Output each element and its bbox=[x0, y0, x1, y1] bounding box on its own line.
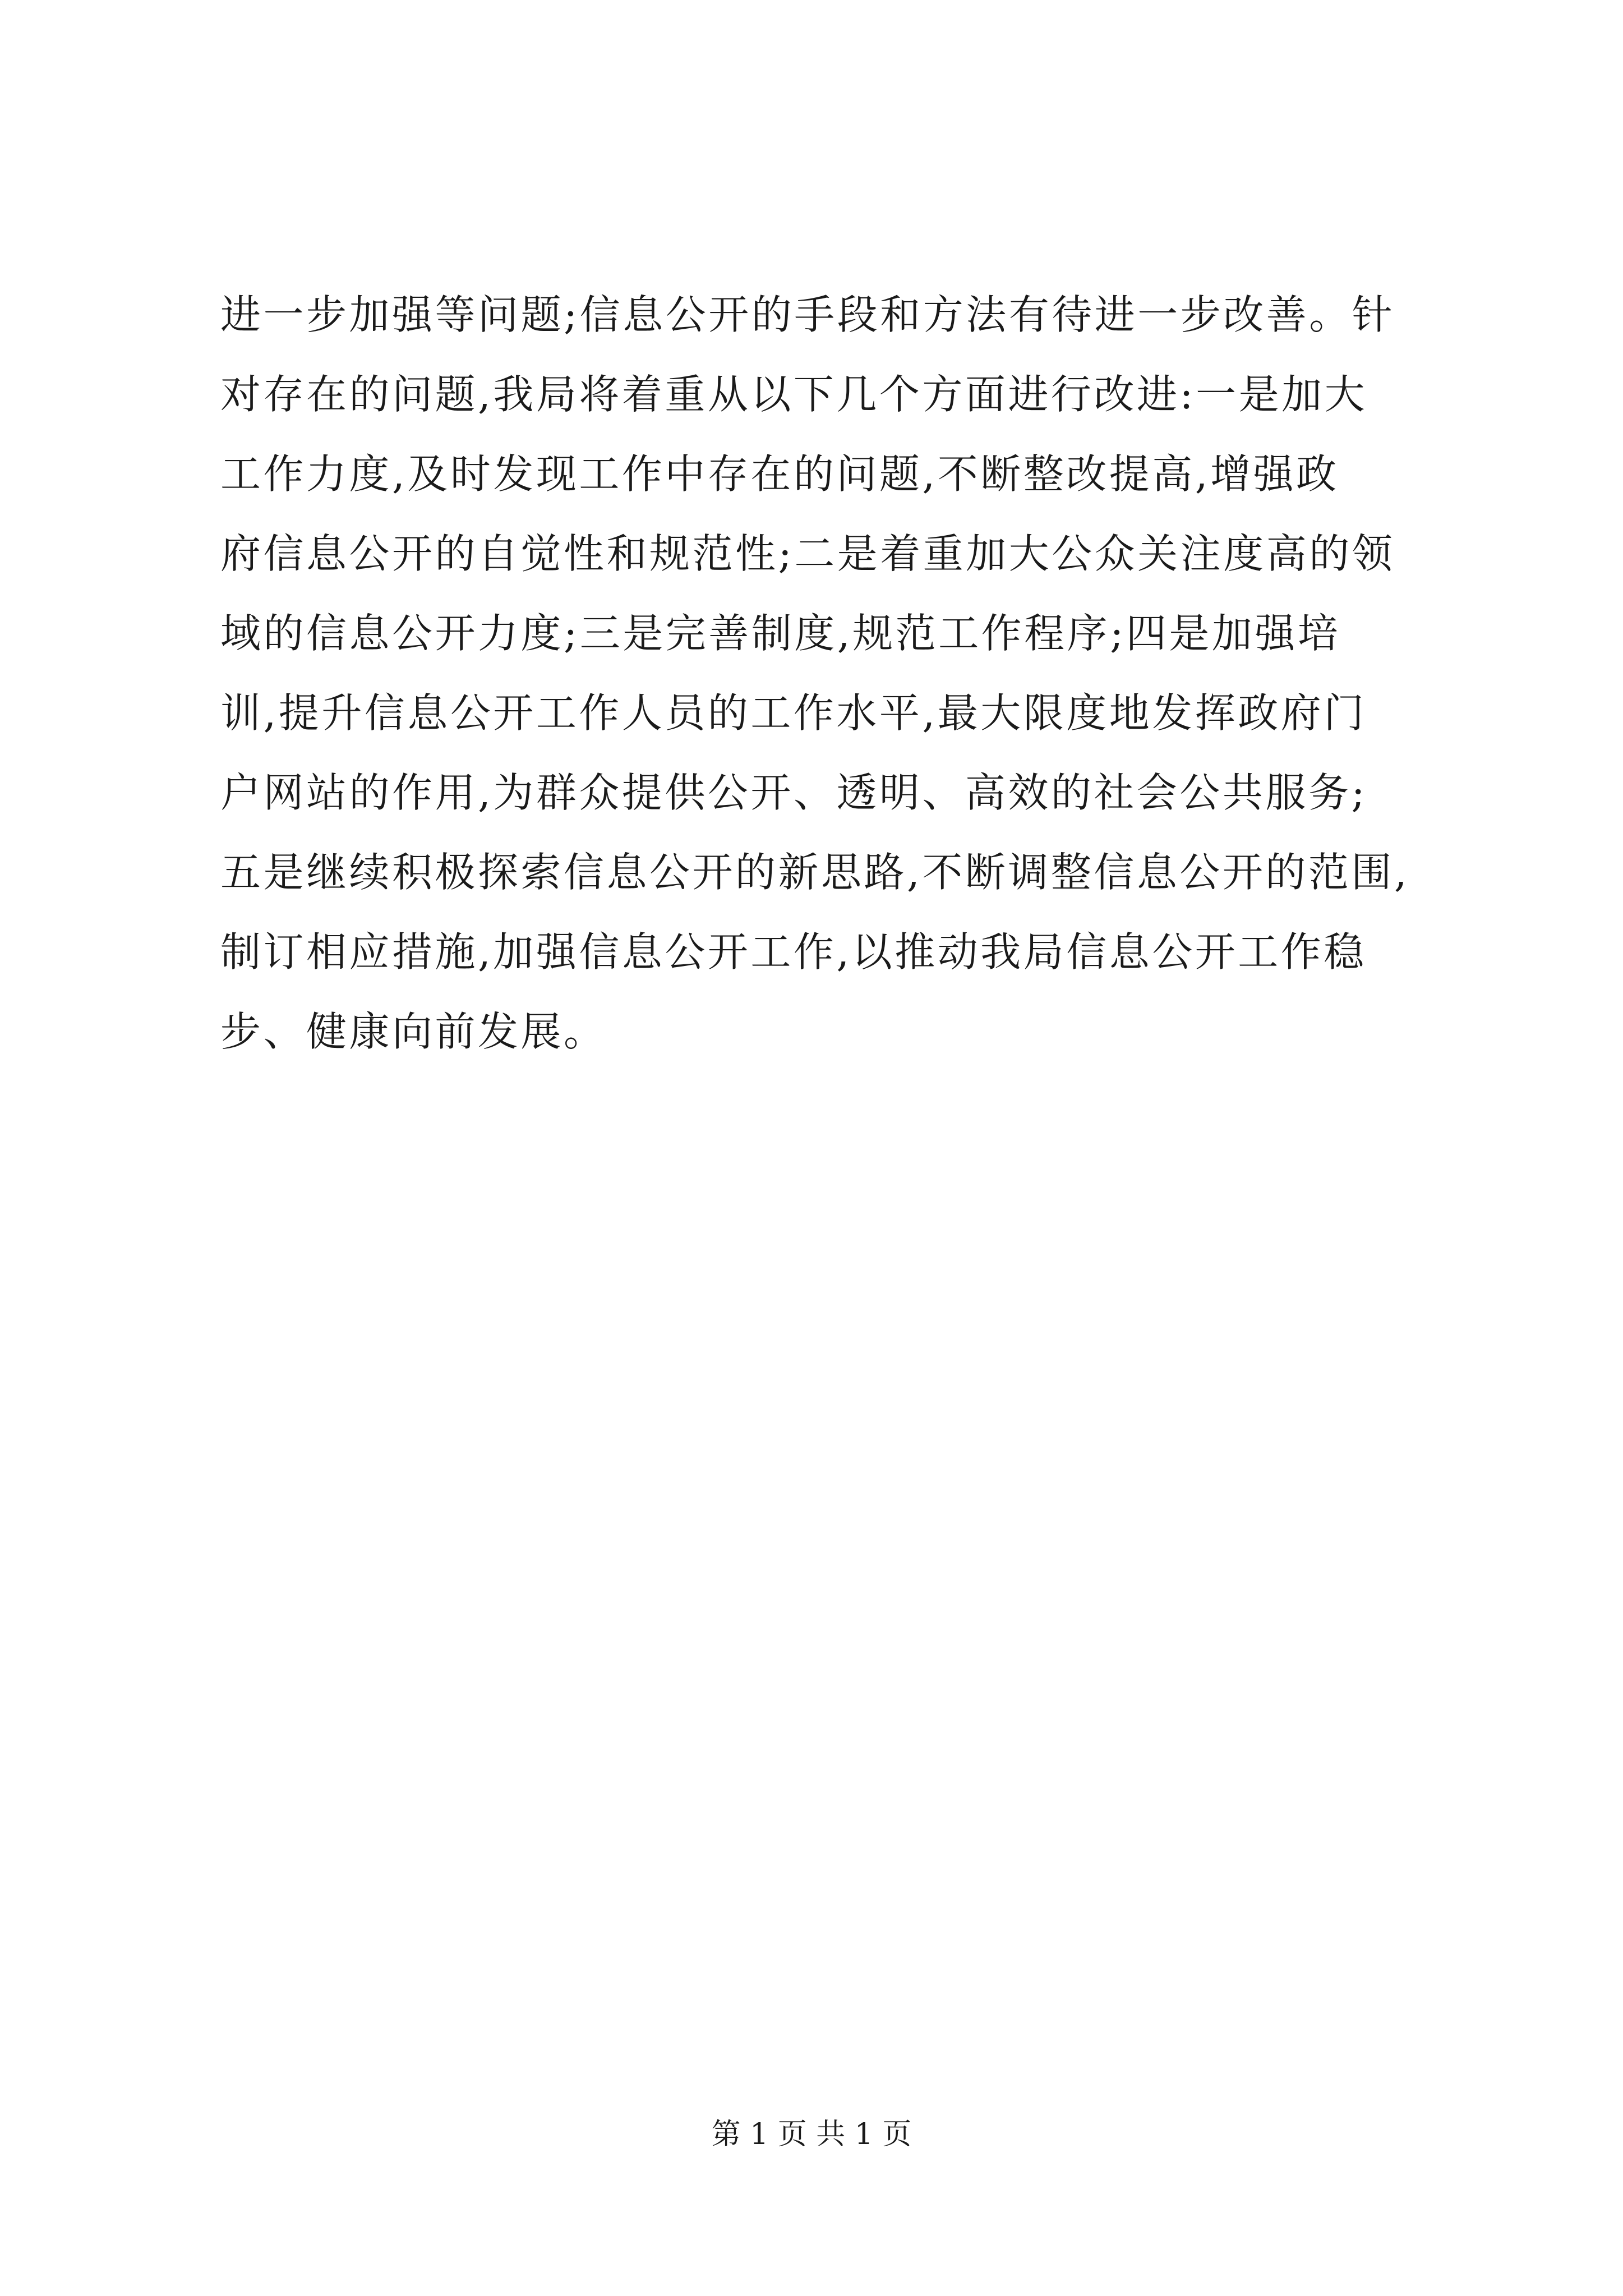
paragraph-line: 域的信息公开力度;三是完善制度,规范工作程序;四是加强培 bbox=[220, 610, 1341, 657]
paragraph-line: 户网站的作用,为群众提供公开、透明、高效的社会公共服务; bbox=[220, 769, 1368, 816]
page-number-footer: 第 1 页 共 1 页 bbox=[711, 2118, 912, 2151]
paragraph-line: 五是继续积极探索信息公开的新思路,不断调整信息公开的范围, bbox=[220, 849, 1410, 896]
paragraph-line: 制订相应措施,加强信息公开工作,以推动我局信息公开工作稳 bbox=[220, 928, 1367, 976]
paragraph-line: 进一步加强等问题;信息公开的手段和方法有待进一步改善。针 bbox=[220, 291, 1395, 338]
paragraph-line: 步、健康向前发展。 bbox=[220, 1008, 607, 1055]
body-paragraph bbox=[220, 275, 1409, 1071]
paragraph-line: 对存在的问题,我局将着重从以下几个方面进行改进:一是加大 bbox=[220, 371, 1368, 418]
paragraph-line: 府信息公开的自觉性和规范性;二是着重加大公众关注度高的领 bbox=[220, 530, 1395, 577]
paragraph-line: 训,提升信息公开工作人员的工作水平,最大限度地发挥政府门 bbox=[220, 689, 1367, 737]
paragraph-line: 工作力度,及时发现工作中存在的问题,不断整改提高,增强政 bbox=[220, 450, 1339, 498]
